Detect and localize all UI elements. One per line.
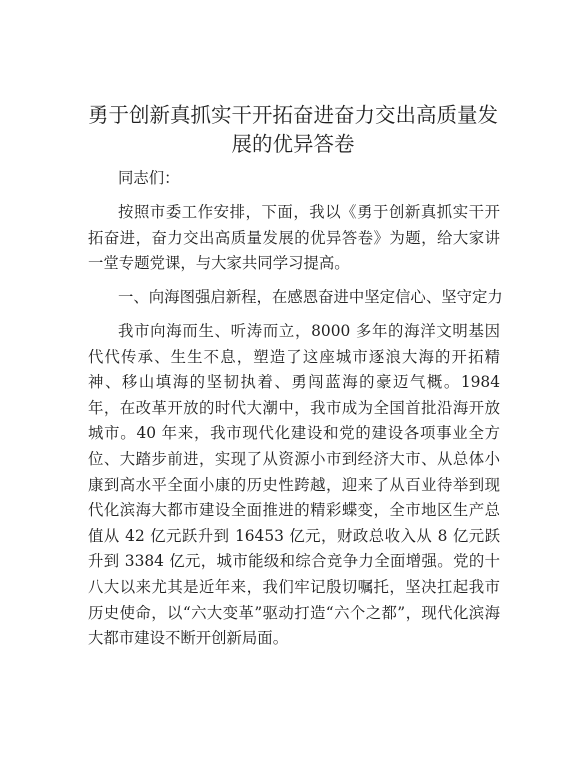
salutation: 同志们： — [118, 169, 180, 187]
section-paragraph: 我市向海而生、听涛而立，8000 多年的海洋文明基因代代传承、生生不息，塑造了这座城市逐浪大海的开拓精神、移山填海的坚韧执着、勇闯蓝海的豪迈气概。1984 年，在改革开放的时代大潮中，我市成为全国首批沿海开放城市。40 年来，我市现代化建设和党的建设各项事业全方位、大踏步前进，实现了从资源小市到经济大市、从总体小康到高水平全面小康的历史性跨越，迎来了从百业待举到现代化滨海大都市建设全面推进的精彩蝶变，全市地区生产总值从 42 亿元跃升到 16453 亿元，财政总收入从 8 亿元跃升到 3384 亿元，城市能级和综合竞争力全面增强。党的十八大以来尤其是近年来，我们牢记殷切嘱托，坚决扛起我市历史使命，以“六大变革”驱动打造“六个之都”，现代化滨海大都市建设不断开创新局面。 — [88, 322, 500, 648]
document-title: 勇于创新真抓实干开拓奋进奋力交出高质量发展的优异答卷 — [88, 103, 498, 156]
intro-paragraph: 按照市委工作安排，下面，我以《勇于创新真抓实干开拓奋进，奋力交出高质量发展的优异答卷》为题，给大家讲一堂专题党课，与大家共同学习提高。 — [88, 203, 500, 273]
section-heading: 一、向海图强启新程，在感恩奋进中坚定信心、坚守定力 — [118, 288, 503, 306]
